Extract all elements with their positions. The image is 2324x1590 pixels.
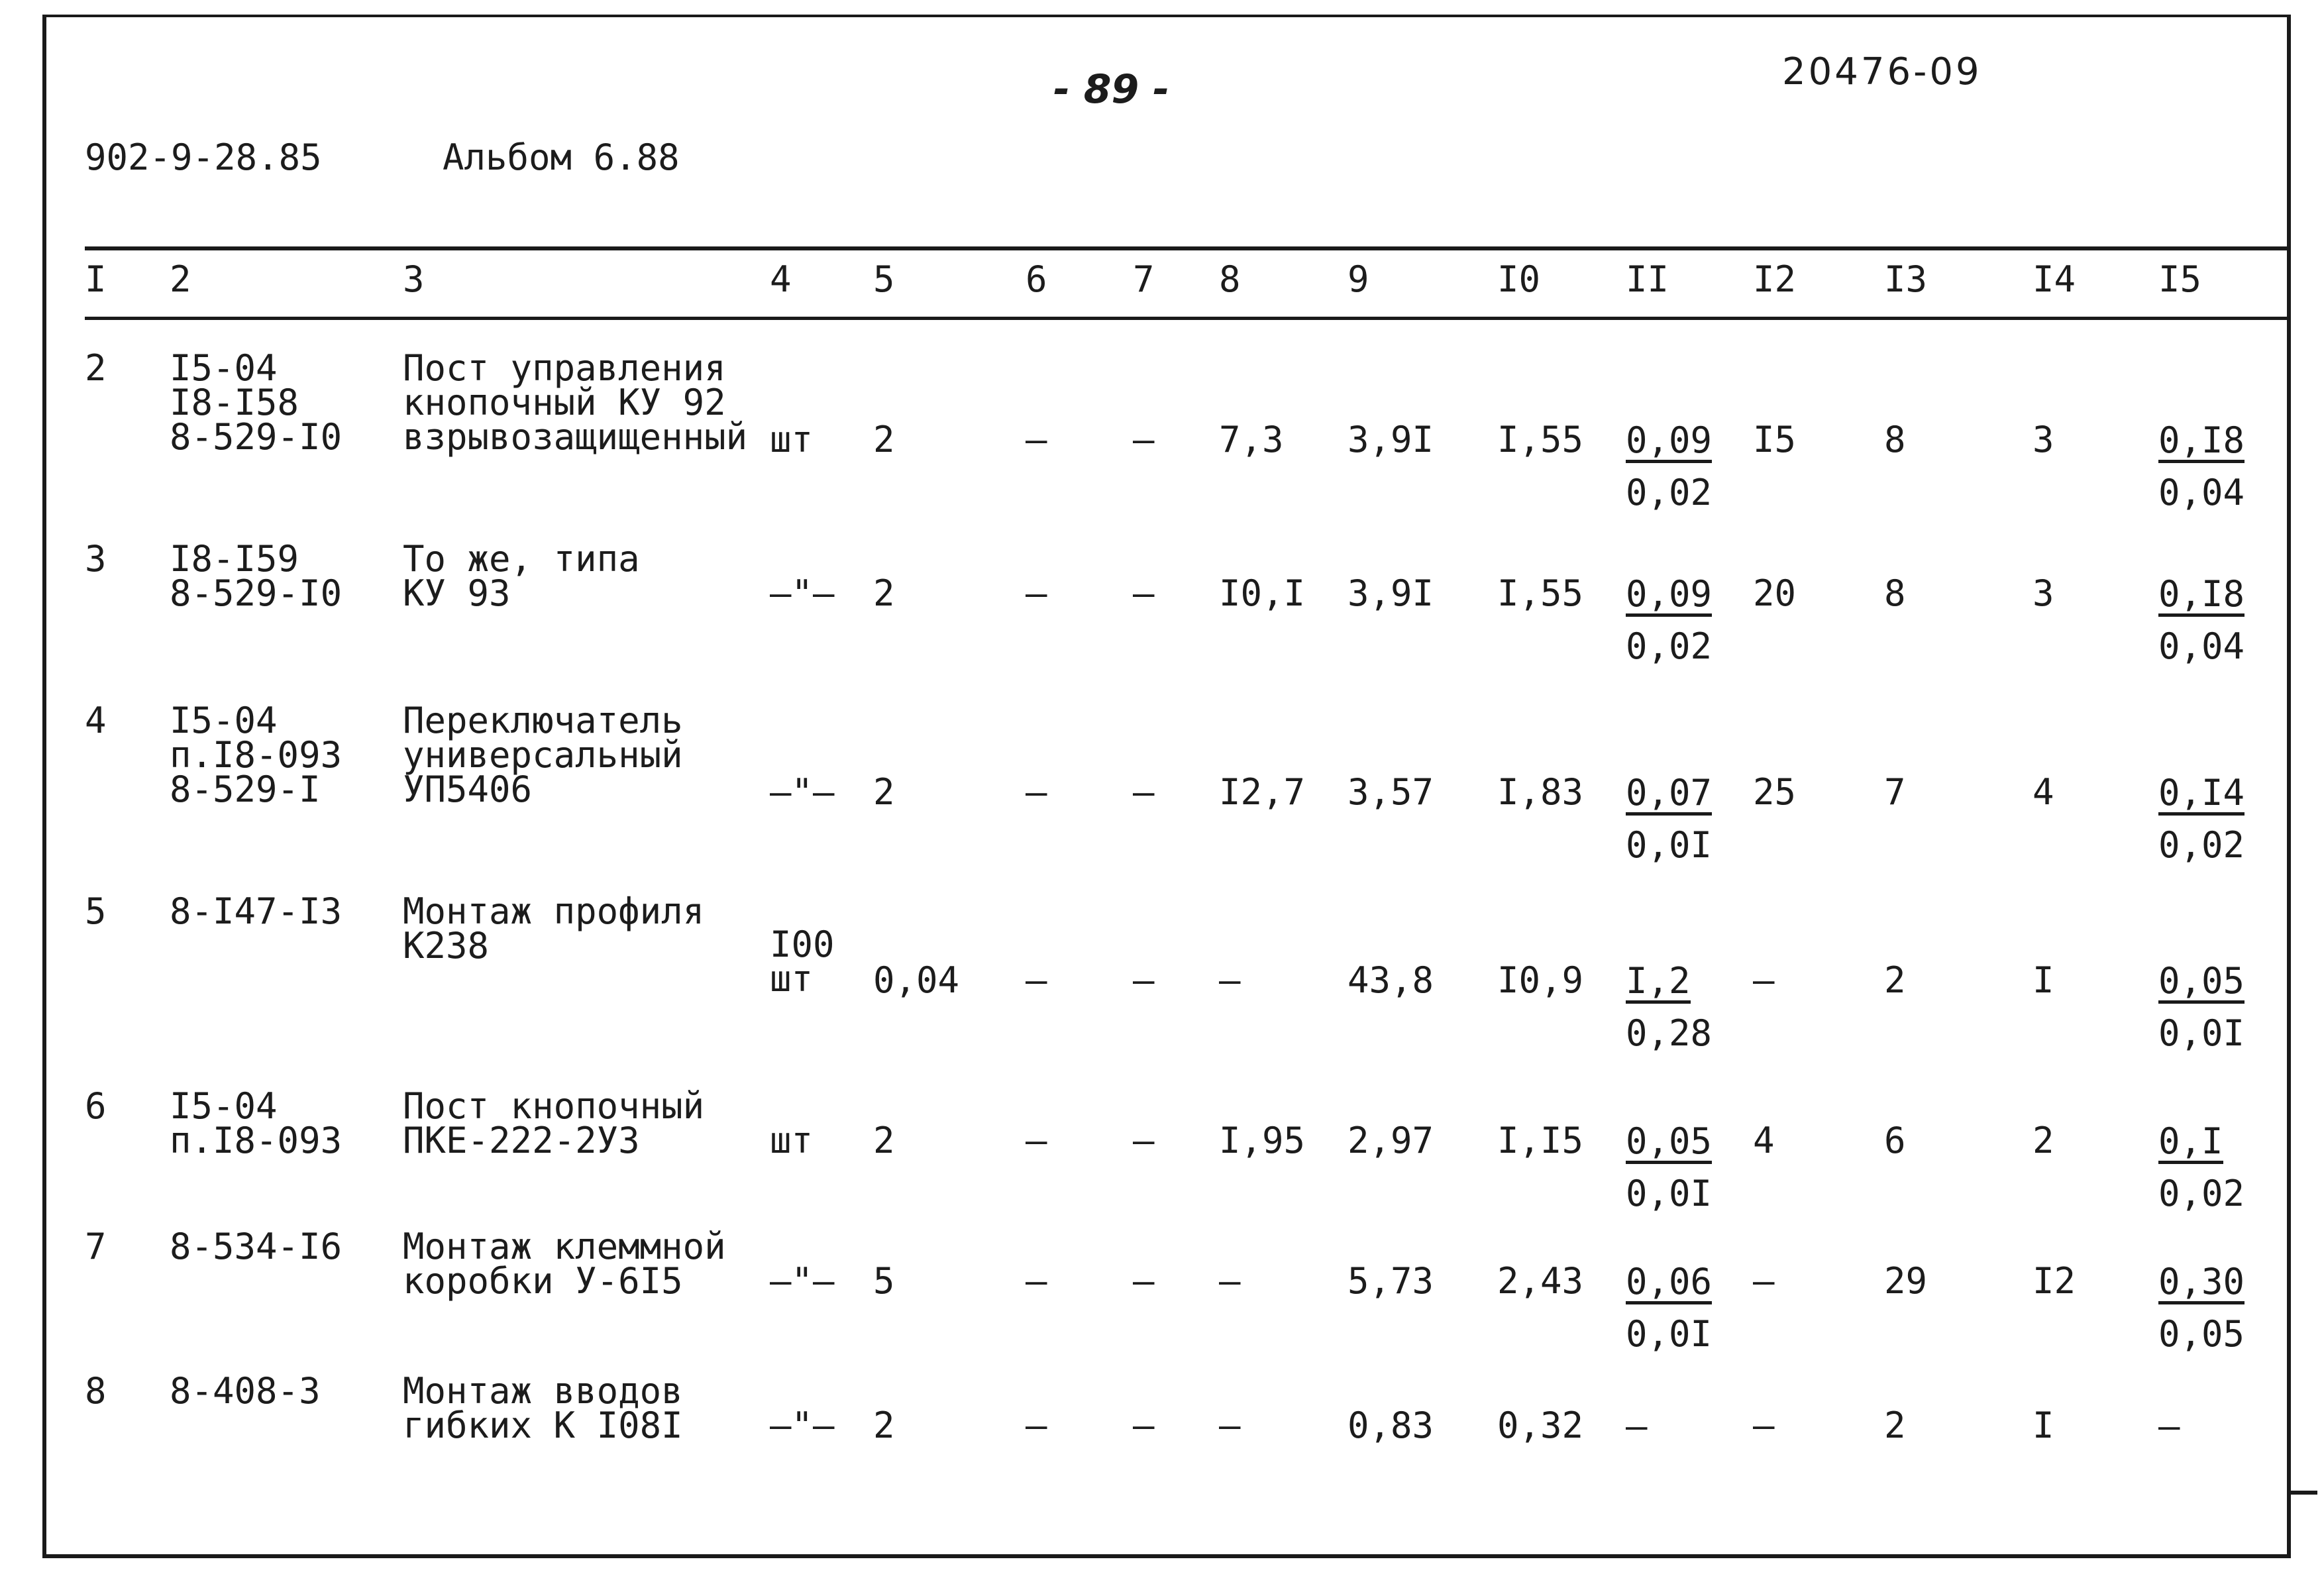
row-col-7: – — [1133, 1260, 1155, 1302]
row-col-11-denominator: 0,02 — [1626, 625, 1713, 667]
row-col-15 — [2158, 1405, 2180, 1447]
row-col-15 — [2158, 1261, 2245, 1355]
row-col-12: 25 — [1753, 771, 1797, 813]
row-col-14: I — [2033, 959, 2054, 1001]
row-name: ПКЕ-222-2УЗ — [403, 1120, 640, 1161]
row-name: Переключатель — [403, 700, 683, 741]
row-name: К238 — [403, 925, 490, 967]
row-col-15 — [2158, 419, 2245, 513]
column-header-14: I4 — [2033, 258, 2076, 300]
row-col-15-numerator: 0,I8 — [2158, 423, 2245, 463]
row-col-15-denominator: 0,02 — [2158, 824, 2245, 866]
row-code: I8-I58 — [170, 382, 299, 423]
row-col-12: 4 — [1753, 1120, 1775, 1161]
row-col-9: 3,9I — [1347, 572, 1434, 614]
row-name: То же, типа — [403, 538, 640, 580]
row-code: п.I8-093 — [170, 1120, 343, 1161]
row-col-11-numerator: 0,09 — [1626, 576, 1712, 617]
column-header-10: I0 — [1497, 258, 1541, 300]
column-header-7: 7 — [1133, 258, 1155, 300]
row-col-8: – — [1219, 1404, 1241, 1446]
column-header-11: II — [1626, 258, 1669, 300]
row-code: п.I8-093 — [170, 734, 343, 776]
row-col-13: 6 — [1884, 1120, 1906, 1161]
row-col-8: I0,I — [1219, 572, 1306, 614]
row-unit: шт — [770, 958, 814, 1000]
row-col-6: – — [1026, 419, 1047, 460]
row-col-15-numerator: 0,I4 — [2158, 775, 2245, 816]
column-header-12: I2 — [1753, 258, 1797, 300]
row-col-11 — [1626, 573, 1713, 667]
row-col-9: 5,73 — [1347, 1260, 1434, 1302]
album-code: 902-9-28.85 — [85, 136, 322, 178]
row-col-8: I2,7 — [1219, 771, 1306, 813]
row-col-9: 3,57 — [1347, 771, 1434, 813]
row-col-11-numerator: – — [1626, 1405, 1648, 1447]
row-col-11 — [1626, 1261, 1713, 1355]
row-col-7: – — [1133, 1404, 1155, 1446]
column-header-9: 9 — [1347, 258, 1369, 300]
row-col-14: 2 — [2033, 1120, 2054, 1161]
row-col-6: – — [1026, 959, 1047, 1001]
row-name: гибких К I08I — [403, 1404, 683, 1446]
row-col-12: I5 — [1753, 419, 1797, 460]
row-col-10: 0,32 — [1497, 1404, 1584, 1446]
row-col-12: 20 — [1753, 572, 1797, 614]
row-col-15-numerator: – — [2158, 1405, 2180, 1447]
row-col-12: – — [1753, 1260, 1775, 1302]
row-col-5: 2 — [873, 1404, 895, 1446]
row-col-5: 5 — [873, 1260, 895, 1302]
row-col-8: I,95 — [1219, 1120, 1306, 1161]
row-unit: шт — [770, 419, 814, 460]
row-col-7: – — [1133, 1120, 1155, 1161]
row-name: Монтаж вводов — [403, 1370, 683, 1412]
row-unit: –"– — [770, 1260, 835, 1302]
row-col-11-numerator: 0,06 — [1626, 1264, 1712, 1304]
row-col-8: 7,3 — [1219, 419, 1284, 460]
row-col-11-denominator: 0,0I — [1626, 824, 1713, 866]
row-col-6: – — [1026, 1120, 1047, 1161]
row-col-11-denominator: 0,0I — [1626, 1173, 1713, 1214]
row-col-5: 0,04 — [873, 959, 960, 1001]
row-col-5: 2 — [873, 771, 895, 813]
column-header-8: 8 — [1219, 258, 1241, 300]
row-col-11-numerator: 0,09 — [1626, 423, 1712, 463]
row-number: 5 — [85, 890, 107, 932]
row-col-15-denominator: 0,04 — [2158, 472, 2245, 513]
row-name: КУ 93 — [403, 572, 511, 614]
row-col-11-numerator: 0,05 — [1626, 1124, 1712, 1164]
row-code: I5-04 — [170, 1085, 278, 1127]
row-col-7: – — [1133, 959, 1155, 1001]
row-col-13: 2 — [1884, 959, 1906, 1001]
row-number: 7 — [85, 1226, 107, 1267]
row-col-14: 3 — [2033, 419, 2054, 460]
row-code: 8-529-I — [170, 768, 321, 810]
row-col-11-numerator: 0,07 — [1626, 775, 1712, 816]
row-code: I5-04 — [170, 700, 278, 741]
row-col-10: I0,9 — [1497, 959, 1584, 1001]
row-col-12: – — [1753, 959, 1775, 1001]
row-name: Монтаж профиля — [403, 890, 705, 932]
row-col-15 — [2158, 960, 2245, 1054]
row-col-15-numerator: 0,05 — [2158, 963, 2245, 1004]
row-col-12: – — [1753, 1404, 1775, 1446]
row-col-15-numerator: 0,I — [2158, 1124, 2223, 1164]
row-col-14: I2 — [2033, 1260, 2076, 1302]
row-col-6: – — [1026, 1404, 1047, 1446]
column-header-4: 4 — [770, 258, 792, 300]
row-name: Пост управления — [403, 347, 726, 389]
row-col-13: 8 — [1884, 572, 1906, 614]
frame-tick — [2291, 1491, 2317, 1495]
row-col-11-denominator: 0,0I — [1626, 1313, 1713, 1355]
column-header-3: 3 — [403, 258, 425, 300]
row-col-5: 2 — [873, 572, 895, 614]
row-col-10: 2,43 — [1497, 1260, 1584, 1302]
table-top-rule — [85, 246, 2291, 250]
page-number: - 89 - — [1053, 66, 1170, 113]
column-header-1: I — [85, 258, 107, 300]
row-col-15-numerator: 0,30 — [2158, 1264, 2245, 1304]
row-code: 8-529-I0 — [170, 572, 343, 614]
row-code: 8-529-I0 — [170, 416, 343, 458]
row-unit: –"– — [770, 1404, 835, 1446]
row-col-15-numerator: 0,I8 — [2158, 576, 2245, 617]
column-header-2: 2 — [170, 258, 191, 300]
row-col-5: 2 — [873, 419, 895, 460]
row-col-11-denominator: 0,28 — [1626, 1012, 1713, 1054]
row-col-6: – — [1026, 771, 1047, 813]
row-col-10: I,I5 — [1497, 1120, 1584, 1161]
row-col-14: I — [2033, 1404, 2054, 1446]
column-header-15: I5 — [2158, 258, 2202, 300]
row-col-13: 8 — [1884, 419, 1906, 460]
row-unit: –"– — [770, 572, 835, 614]
row-number: 8 — [85, 1370, 107, 1412]
row-name: взрывозащищенный — [403, 416, 748, 458]
row-col-15-denominator: 0,0I — [2158, 1012, 2245, 1054]
row-col-8: – — [1219, 959, 1241, 1001]
row-col-11 — [1626, 960, 1713, 1054]
row-col-11 — [1626, 419, 1713, 513]
album-label: Альбом 6.88 — [443, 136, 680, 178]
row-number: 4 — [85, 700, 107, 741]
row-col-11-numerator: I,2 — [1626, 963, 1691, 1004]
row-col-13: 29 — [1884, 1260, 1928, 1302]
row-number: 3 — [85, 538, 107, 580]
column-header-6: 6 — [1026, 258, 1047, 300]
row-col-11-denominator: 0,02 — [1626, 472, 1713, 513]
row-col-11 — [1626, 772, 1713, 866]
row-col-9: 0,83 — [1347, 1404, 1434, 1446]
row-col-15 — [2158, 1120, 2245, 1214]
row-col-10: I,83 — [1497, 771, 1584, 813]
row-col-15-denominator: 0,05 — [2158, 1313, 2245, 1355]
row-col-6: – — [1026, 1260, 1047, 1302]
row-col-11 — [1626, 1120, 1713, 1214]
row-col-10: I,55 — [1497, 572, 1584, 614]
row-col-7: – — [1133, 572, 1155, 614]
row-code: 8-408-3 — [170, 1370, 321, 1412]
row-col-15 — [2158, 772, 2245, 866]
row-name: кнопочный КУ 92 — [403, 382, 726, 423]
row-col-15-denominator: 0,04 — [2158, 625, 2245, 667]
row-number: 6 — [85, 1085, 107, 1127]
row-col-5: 2 — [873, 1120, 895, 1161]
row-code: 8-534-I6 — [170, 1226, 343, 1267]
row-name: коробки У-6I5 — [403, 1260, 683, 1302]
row-col-14: 3 — [2033, 572, 2054, 614]
row-name: Монтаж клеммной — [403, 1226, 726, 1267]
row-col-9: 2,97 — [1347, 1120, 1434, 1161]
row-col-11 — [1626, 1405, 1648, 1447]
table-header-rule — [85, 317, 2291, 320]
row-col-6: – — [1026, 572, 1047, 614]
row-col-9: 43,8 — [1347, 959, 1434, 1001]
document-number: 20476-09 — [1782, 50, 1982, 93]
row-col-9: 3,9I — [1347, 419, 1434, 460]
row-name: Пост кнопочный — [403, 1085, 705, 1127]
column-header-5: 5 — [873, 258, 895, 300]
row-col-15-denominator: 0,02 — [2158, 1173, 2245, 1214]
row-code: 8-I47-I3 — [170, 890, 343, 932]
row-col-7: – — [1133, 419, 1155, 460]
row-unit: –"– — [770, 771, 835, 813]
row-col-14: 4 — [2033, 771, 2054, 813]
row-col-7: – — [1133, 771, 1155, 813]
column-header-13: I3 — [1884, 258, 1928, 300]
row-number: 2 — [85, 347, 107, 389]
row-unit: шт — [770, 1120, 814, 1161]
row-col-10: I,55 — [1497, 419, 1584, 460]
row-col-15 — [2158, 573, 2245, 667]
row-col-13: 2 — [1884, 1404, 1906, 1446]
row-code: I8-I59 — [170, 538, 299, 580]
row-name: УП5406 — [403, 768, 533, 810]
row-unit: I00 — [770, 924, 835, 965]
row-code: I5-04 — [170, 347, 278, 389]
row-name: универсальный — [403, 734, 683, 776]
row-col-13: 7 — [1884, 771, 1906, 813]
row-col-8: – — [1219, 1260, 1241, 1302]
